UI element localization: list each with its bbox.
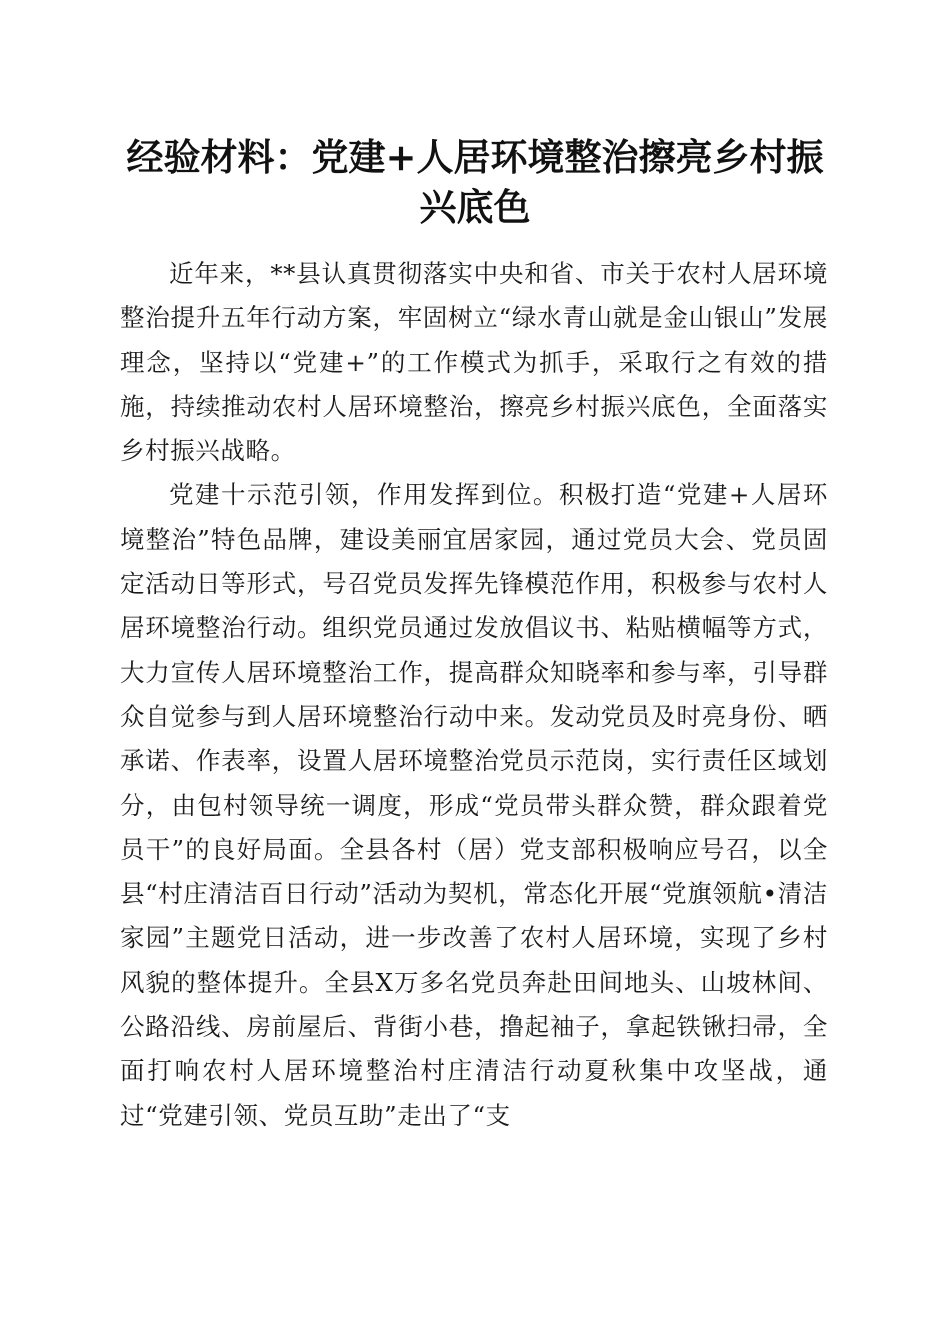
paragraph-party-building: 党建十示范引领，作用发挥到位。积极打造“党建+人居环境整治”特色品牌，建设美丽宜居家园，通过党员大会、党员固定活动日等形式，号召党员发挥先锋模范作用，积极参与农村人居环境整治行动。组织党员通过发放倡议书、粘贴横幅等方式，大力宣传人居环境整治工作，提高群众知晓率和参与率，引导群众自觉参与到人居环境整治行动中来。发动党员及时亮身份、晒承诺、作表率，设置人居环境整治党员示范岗，实行责任区域划分，由包村领导统一调度，形成“党员带头群众赞，群众跟着党员干”的良好局面。全县各村（居）党支部积极响应号召，以全县“村庄清洁百日行动”活动为契机，常态化开展“党旗领航•清洁家园”主题党日活动，进一步改善了农村人居环境，实现了乡村风貌的整体提升。全县X万多名党员奔赴田间地头、山坡林间、公路沿线、房前屋后、背街小巷，撸起袖子，拿起铁锹扫帚，全面打响农村人居环境整治村庄清洁行动夏秋集中攻坚战，通过“党建引领、党员互助”走出了“支 (120, 480, 828, 1130)
paragraph-intro: 近年来，**县认真贯彻落实中央和省、市关于农村人居环境整治提升五年行动方案，牢固树立“绿水青山就是金山银山”发展理念，坚持以“党建+”的工作模式为抓手，采取行之有效的措施，持续推动农村人居环境整治，擦亮乡村振兴底色，全面落实乡村振兴战略。 (120, 259, 828, 466)
document-title: 经验材料：党建+人居环境整治擦亮乡村振兴底色 (126, 135, 824, 229)
document-body (120, 252, 828, 1138)
